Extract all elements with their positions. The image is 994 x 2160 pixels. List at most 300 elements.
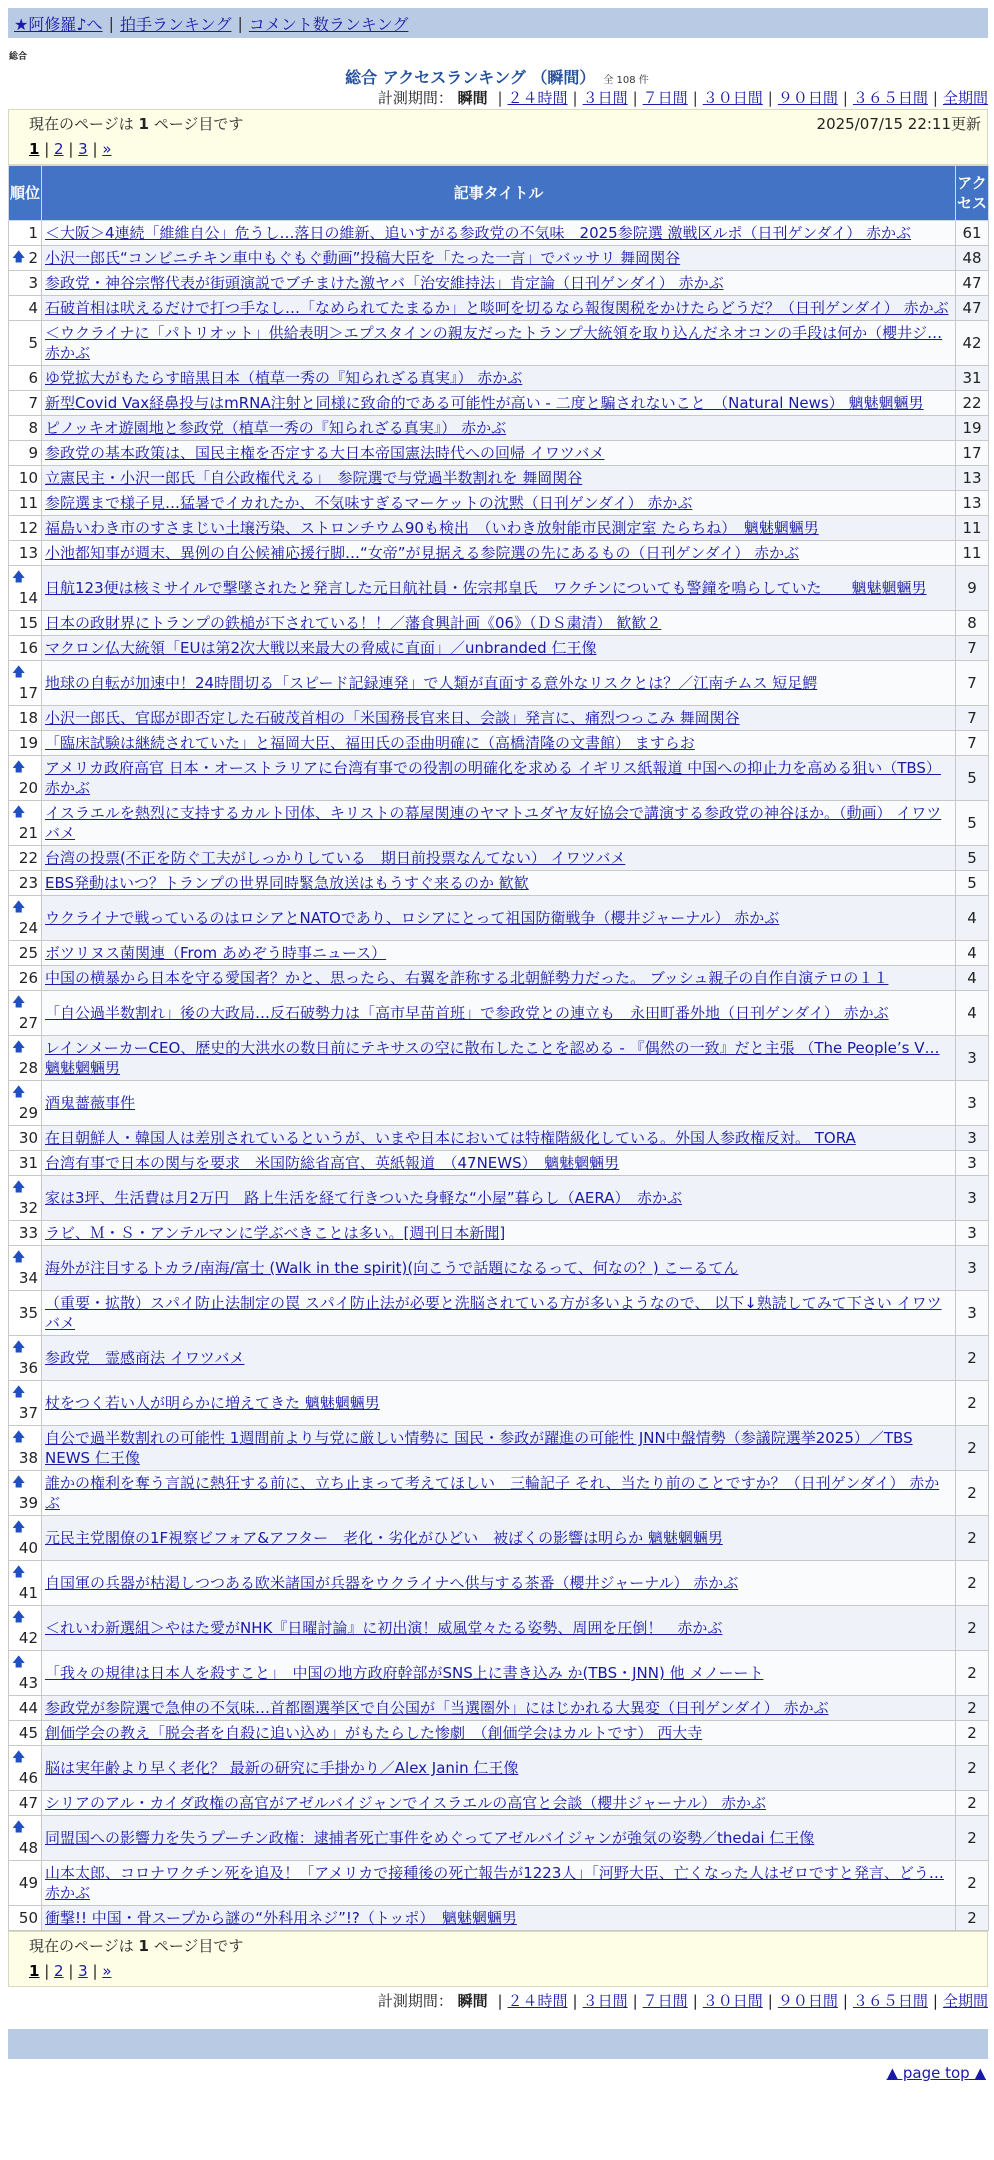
table-row	[9, 441, 989, 466]
article-link[interactable]: 新型Covid Vax経鼻投与はmRNA注射と同様に致命的である可能性が高い - 二度と騙されないこと （Natural News） 魑魅魍魎男	[45, 394, 924, 412]
title-cell	[42, 1081, 956, 1126]
article-link[interactable]: 参政党・神谷宗幣代表が街頭演説でブチまけた激ヤバ「治安維持法」肯定論（日刊ゲンダイ） 赤かぶ	[45, 274, 724, 292]
table-row	[9, 1471, 989, 1516]
title-cell	[42, 706, 956, 731]
rank-up-arrow-icon: 🡅	[12, 1250, 26, 1265]
rank-number: 20	[18, 779, 38, 797]
table-row	[9, 1336, 989, 1381]
table-row	[9, 391, 989, 416]
rank-cell	[9, 1721, 42, 1746]
rank-number: 28	[18, 1059, 38, 1077]
title-cell	[42, 801, 956, 846]
page-link[interactable]: 3	[78, 140, 88, 158]
access-count: 47	[956, 296, 989, 321]
rank-up-arrow-icon: 🡅	[12, 995, 26, 1010]
page-top-link[interactable]: ▲ page top ▲	[886, 2064, 986, 2082]
rank-up-arrow-icon: 🡅	[12, 1085, 26, 1100]
title-cell	[42, 1721, 956, 1746]
rank-number: 35	[18, 1304, 38, 1322]
article-link[interactable]: 参政党が参院選で急伸の不気味…首都圏選挙区で自公国が「当選圏外」にはじかれる大異変（日刊ゲンダイ） 赤かぶ	[45, 1699, 829, 1717]
rank-number: 17	[18, 684, 38, 702]
header-title: 記事タイトル	[42, 166, 956, 221]
rank-up-arrow-icon: 🡅	[12, 900, 26, 915]
access-count: 2	[956, 1791, 989, 1816]
access-count: 48	[956, 246, 989, 271]
rank-up-arrow-icon: 🡅	[12, 1040, 26, 1055]
rank-up-arrow-icon: 🡅	[12, 1610, 26, 1625]
rank-up-arrow-icon: 🡅	[12, 1520, 26, 1535]
title-cell	[42, 1906, 956, 1931]
access-count: 4	[956, 966, 989, 991]
table-row	[9, 1081, 989, 1126]
title-cell	[42, 661, 956, 706]
access-count: 13	[956, 466, 989, 491]
table-row	[9, 801, 989, 846]
period-link[interactable]: ３６５日間	[852, 1992, 928, 2010]
article-link[interactable]: 在日朝鮮人・韓国人は差別されているというが、いまや日本においては特権階級化している。外国人参政権反対。 TORA	[45, 1129, 856, 1147]
rank-number: 3	[28, 274, 38, 292]
article-link[interactable]: ラビ、Ｍ・Ｓ・アンテルマンに学ぶべきことは多い。[週刊日本新聞]	[45, 1224, 506, 1242]
header-rank: 順位	[9, 166, 42, 221]
rank-number: 29	[18, 1104, 38, 1122]
rank-cell	[9, 441, 42, 466]
access-count: 3	[956, 1081, 989, 1126]
rank-cell	[9, 1151, 42, 1176]
period-link[interactable]: ２４時間	[507, 1992, 568, 2010]
title-cell	[42, 1126, 956, 1151]
article-link[interactable]: 誰かの権利を奪う言説に熱狂する前に、立ち止まって考えてほしい 三輪記子 それ、当たり前のことですか？（日刊ゲンダイ） 赤かぶ	[45, 1474, 940, 1512]
access-count: 4	[956, 941, 989, 966]
article-link[interactable]: マクロン仏大統領「EUは第2次大戦以来最大の脅威に直面」／unbranded 仁王像	[45, 639, 597, 657]
table-row	[9, 1561, 989, 1606]
title-cell	[42, 516, 956, 541]
table-row	[9, 661, 989, 706]
access-count: 2	[956, 1696, 989, 1721]
rank-number: 5	[28, 334, 38, 352]
total-count: 全 108 件	[603, 75, 649, 86]
period-link[interactable]: ３６５日間	[852, 89, 928, 107]
table-row	[9, 1746, 989, 1791]
rank-cell	[9, 636, 42, 661]
rank-cell	[9, 1561, 42, 1606]
access-count: 7	[956, 661, 989, 706]
access-count: 3	[956, 1246, 989, 1291]
rank-cell	[9, 1516, 42, 1561]
period-link[interactable]: ９０日間	[777, 89, 838, 107]
article-link[interactable]: ボツリヌス菌関連（From あめぞう時事ニュース）	[45, 944, 387, 962]
current-page-text-bottom: 現在のページは 1 ページ目です	[29, 1937, 244, 1955]
article-link[interactable]: ＜れいわ新選組＞やはた愛がNHK『日曜討論』に初出演！威風堂々たる姿勢、周囲を圧倒！ 赤かぶ	[45, 1619, 723, 1637]
article-link[interactable]: 自国軍の兵器が枯渇しつつある欧米諸国が兵器をウクライナへ供与する茶番（櫻井ジャーナル） 赤かぶ	[45, 1574, 739, 1592]
article-link[interactable]: 参政党の基本政策は、国民主権を否定する大日本帝国憲法時代への回帰 イワツバメ	[45, 444, 605, 462]
updated-timestamp: 2025/07/15 22:11更新	[816, 115, 981, 133]
table-row	[9, 516, 989, 541]
rank-number: 31	[18, 1154, 38, 1172]
access-count: 2	[956, 1651, 989, 1696]
access-count: 2	[956, 1906, 989, 1931]
rank-cell	[9, 1176, 42, 1221]
access-count: 47	[956, 271, 989, 296]
article-link[interactable]: 創価学会の教え「脱会者を自殺に追い込め」がもたらした惨劇 （創価学会はカルトです） 西大寺	[45, 1724, 703, 1742]
article-link[interactable]: 日航123便は核ミサイルで撃墜されたと発言した元日航社員・佐宗邦皇氏 ワクチンについても警鐘を鳴らしていた 魑魅魍魎男	[45, 579, 927, 597]
article-link[interactable]: 自公で過半数割れの可能性 1週間前より与党に厳しい情勢に 国民・参政が躍進の可能性 JNN中盤情勢（参議院選挙2025）／TBS NEWS 仁王像	[45, 1429, 913, 1467]
access-count: 22	[956, 391, 989, 416]
table-row	[9, 491, 989, 516]
rank-number: 22	[18, 849, 38, 867]
access-count: 61	[956, 221, 989, 246]
rank-up-arrow-icon: 🡅	[12, 760, 26, 775]
rank-up-arrow-icon: 🡅	[12, 250, 26, 265]
article-link[interactable]: 脳は実年齢より早く老化？ 最新の研究に手掛かり／Alex Janin 仁王像	[45, 1759, 519, 1777]
title-cell	[42, 391, 956, 416]
rank-cell	[9, 1381, 42, 1426]
rank-number: 6	[28, 369, 38, 387]
article-link[interactable]: 元民主党閣僚の1F視察ビフォア&アフター 老化・劣化がひどい 被ばくの影響は明らか 魑魅魍魎男	[45, 1529, 723, 1547]
rank-cell	[9, 1696, 42, 1721]
title-cell	[42, 846, 956, 871]
rank-up-arrow-icon: 🡅	[12, 805, 26, 820]
title-cell	[42, 221, 956, 246]
rank-cell	[9, 491, 42, 516]
period-label: 計測期間：	[377, 1992, 453, 2010]
article-link[interactable]: 海外が注目するトカラ/南海/富士 (Walk in the spirit)(向こうで話題になるって、何なの？) こーるてん	[45, 1259, 739, 1277]
article-link[interactable]: レインメーカーCEO、歴史的大洪水の数日前にテキサスの空に散布したことを認める - 『偶然の一致』だと主張 （The People’s V… 魑魅魍魎男	[45, 1039, 940, 1077]
period-separator: |	[767, 1992, 773, 2010]
rank-number: 13	[18, 544, 38, 562]
article-link[interactable]: 参政党 霊感商法 イワツバメ	[45, 1349, 245, 1367]
article-link[interactable]: 中国の横暴から日本を守る愛国者？かと、思ったら、右翼を詐称する北朝鮮勢力だった。 ブッシュ親子の自作自演テロの１１	[45, 969, 889, 987]
table-row	[9, 321, 989, 366]
rank-up-arrow-icon: 🡅	[12, 1180, 26, 1195]
table-row	[9, 871, 989, 896]
table-row	[9, 731, 989, 756]
rank-number: 10	[18, 469, 38, 487]
access-count: 7	[956, 636, 989, 661]
rank-number: 23	[18, 874, 38, 892]
period-separator: |	[497, 1992, 503, 2010]
table-row	[9, 466, 989, 491]
article-link[interactable]: 小沢一郎氏、官邸が即否定した石破茂首相の「米国務長官来日、会談」発言に、痛烈つっこみ 舞岡関谷	[45, 709, 740, 727]
article-link[interactable]: 台湾の投票(不正を防ぐ工夫がしっかりしている 期日前投票なんてない） イワツバメ	[45, 849, 626, 867]
rank-number: 19	[18, 734, 38, 752]
title-cell	[42, 1426, 956, 1471]
rank-number: 46	[18, 1769, 38, 1787]
access-count: 2	[956, 1471, 989, 1516]
title-cell	[42, 1696, 956, 1721]
article-link[interactable]: ゆ党拡大がもたらす暗黒日本（植草一秀の『知られざる真実』） 赤かぶ	[45, 369, 523, 387]
rank-number: 14	[18, 589, 38, 607]
rank-number: 24	[18, 919, 38, 937]
rank-up-arrow-icon: 🡅	[12, 1475, 26, 1490]
period-link[interactable]: 全期間	[942, 89, 988, 107]
title-cell	[42, 1381, 956, 1426]
title-cell	[42, 871, 956, 896]
rank-up-arrow-icon: 🡅	[12, 1385, 26, 1400]
period-separator: |	[632, 89, 638, 107]
rank-number: 50	[18, 1909, 38, 1927]
period-separator: |	[692, 89, 698, 107]
table-row	[9, 271, 989, 296]
page-next-link[interactable]: »	[102, 140, 112, 158]
current-page-text: 現在のページは 1 ページ目です	[29, 115, 244, 133]
rank-cell	[9, 1426, 42, 1471]
rank-number: 1	[28, 224, 38, 242]
bottom-bar	[8, 2029, 988, 2059]
article-link[interactable]: アメリカ政府高官 日本・オーストラリアに台湾有事での役割の明確化を求める イギリス紙報道 中国への抑止力を高める狙い（TBS） 赤かぶ	[45, 759, 941, 797]
page-info-bar-bottom	[8, 1931, 988, 1987]
period-link[interactable]: ２４時間	[507, 89, 568, 107]
article-link[interactable]: ウクライナで戦っているのはロシアとNATOであり、ロシアにとって祖国防衛戦争（櫻井ジャーナル） 赤かぶ	[45, 909, 780, 927]
section-label: 総合	[9, 52, 28, 62]
article-link[interactable]: 参院選まで様子見…猛暑でイカれたか、不気味すぎるマーケットの沈黙（日刊ゲンダイ） 赤かぶ	[45, 494, 693, 512]
article-link[interactable]: 家は3坪、生活費は月2万円 路上生活を経て行きついた身軽な“小屋”暮らし（AERA） 赤かぶ	[45, 1189, 682, 1207]
article-link[interactable]: 福島いわき市のすさまじい土壌汚染、ストロンチウム90も検出 （いわき放射能市民測定室 たらちね） 魑魅魍魎男	[45, 519, 819, 537]
access-count: 7	[956, 706, 989, 731]
title-cell	[42, 321, 956, 366]
table-row	[9, 846, 989, 871]
nav-separator: |	[108, 13, 114, 33]
rank-cell	[9, 566, 42, 611]
period-separator: |	[932, 89, 938, 107]
ranking-table	[8, 165, 989, 1931]
page-next-link[interactable]: »	[102, 1962, 112, 1980]
page-title: 総合 アクセスランキング （瞬間）	[345, 68, 596, 87]
title-cell	[42, 1561, 956, 1606]
period-link[interactable]: ３０日間	[702, 89, 763, 107]
rank-number: 45	[18, 1724, 38, 1742]
article-link[interactable]: （重要・拡散）スパイ防止法制定の罠 スパイ防止法が必要と洗脳されている方が多いようなので、 以下↓熟読してみて下さい イワツバメ	[45, 1294, 942, 1332]
nav-link-asyura[interactable]: ★阿修羅♪へ	[14, 14, 103, 34]
title-cell	[42, 1861, 956, 1906]
article-link[interactable]: 「自公過半数割れ」後の大政局…反石破勢力は「高市早苗首班」で参政党との連立も 永田町番外地（日刊ゲンダイ） 赤かぶ	[45, 1004, 889, 1022]
title-cell	[42, 896, 956, 941]
table-row	[9, 611, 989, 636]
table-row	[9, 1696, 989, 1721]
article-link[interactable]: 「臨床試験は継続されていた」と福岡大臣、福田氏の歪曲明確に（高橋清隆の文書館） ますらお	[45, 734, 695, 752]
article-link[interactable]: 酒鬼薔薇事件	[45, 1094, 136, 1112]
rank-cell	[9, 1606, 42, 1651]
article-link[interactable]: 地球の自転が加速中！24時間切る「スピード記録連発」で人類が直面する意外なリスクとは？／江南チムス 短足鰐	[45, 674, 818, 692]
period-separator: |	[692, 1992, 698, 2010]
rank-number: 12	[18, 519, 38, 537]
period-separator: |	[932, 1992, 938, 2010]
access-count: 5	[956, 756, 989, 801]
rank-number: 18	[18, 709, 38, 727]
title-cell	[42, 1606, 956, 1651]
page-current: 1	[29, 1962, 40, 1980]
rank-cell	[9, 941, 42, 966]
rank-number: 15	[18, 614, 38, 632]
period-separator: |	[632, 1992, 638, 2010]
rank-number: 49	[18, 1874, 38, 1892]
rank-number: 30	[18, 1129, 38, 1147]
nav-separator: |	[237, 13, 243, 33]
title-cell	[42, 441, 956, 466]
rank-cell	[9, 271, 42, 296]
period-link[interactable]: ３日間	[582, 1992, 628, 2010]
access-count: 2	[956, 1746, 989, 1791]
nav-link-applause-ranking[interactable]: 拍手ランキング	[119, 14, 232, 34]
title-cell	[42, 1221, 956, 1246]
page-current: 1	[29, 140, 40, 158]
rank-number: 7	[28, 394, 38, 412]
period-separator: |	[572, 89, 578, 107]
period-link[interactable]: ７日間	[642, 89, 688, 107]
rank-number: 47	[18, 1794, 38, 1812]
pagination: 1 | 2 | 3 | »	[29, 140, 112, 158]
rank-cell	[9, 296, 42, 321]
rank-number: 27	[18, 1014, 38, 1032]
page-title-row	[0, 65, 994, 87]
access-count: 31	[956, 366, 989, 391]
table-row	[9, 896, 989, 941]
article-link[interactable]: シリアのアル・カイダ政権の高官がアゼルバイジャンでイスラエルの高官と会談（櫻井ジャーナル） 赤かぶ	[45, 1794, 767, 1812]
rank-number: 4	[28, 299, 38, 317]
article-link[interactable]: 日本の政財界にトランプの鉄槌が下されている！！／藩食興計画《06》（ＤＳ粛清） 歓歓２	[45, 614, 662, 632]
period-separator: |	[842, 89, 848, 107]
rank-number: 26	[18, 969, 38, 987]
rank-number: 38	[18, 1449, 38, 1467]
access-count: 11	[956, 541, 989, 566]
rank-cell	[9, 1126, 42, 1151]
period-link[interactable]: 全期間	[942, 1992, 988, 2010]
table-row	[9, 706, 989, 731]
table-row	[9, 1426, 989, 1471]
rank-number: 41	[18, 1584, 38, 1602]
rank-cell	[9, 1746, 42, 1791]
period-link[interactable]: ３０日間	[702, 1992, 763, 2010]
table-row	[9, 756, 989, 801]
rank-cell	[9, 366, 42, 391]
table-row	[9, 1381, 989, 1426]
title-cell	[42, 636, 956, 661]
table-row	[9, 1151, 989, 1176]
article-link[interactable]: ＜大阪＞4連続「維維自公」危うし…落日の維新、追いすがる参政党の不気味 2025参院選 激戦区ルポ（日刊ゲンダイ） 赤かぶ	[45, 224, 912, 242]
table-row	[9, 366, 989, 391]
pagination-bottom: 1 | 2 | 3 | »	[29, 1962, 112, 1980]
access-count: 2	[956, 1561, 989, 1606]
rank-cell	[9, 966, 42, 991]
title-cell	[42, 1176, 956, 1221]
title-cell	[42, 611, 956, 636]
rank-cell	[9, 246, 42, 271]
article-link[interactable]: 山本太郎、コロナワクチン死を追及！「アメリカで接種後の死亡報告が1223人」「河野大臣、亡くなった人はゼロですと発言、どう… 赤かぶ	[45, 1864, 944, 1902]
rank-up-arrow-icon: 🡅	[12, 665, 26, 680]
access-count: 19	[956, 416, 989, 441]
title-cell	[42, 366, 956, 391]
period-link[interactable]: ９０日間	[777, 1992, 838, 2010]
access-count: 2	[956, 1861, 989, 1906]
page-link[interactable]: 3	[78, 1962, 88, 1980]
access-count: 5	[956, 846, 989, 871]
article-link[interactable]: 石破首相は吠えるだけで打つ手なし…「なめられてたまるか」と啖呵を切るなら報復関税をかけたらどうだ？（日刊ゲンダイ） 赤かぶ	[45, 299, 949, 317]
rank-cell	[9, 1246, 42, 1291]
title-cell	[42, 1651, 956, 1696]
rank-number: 21	[18, 824, 38, 842]
access-count: 7	[956, 731, 989, 756]
rank-cell	[9, 1791, 42, 1816]
article-link[interactable]: EBS発動はいつ？トランプの世界同時緊急放送はもうすぐ来るのか 歓歓	[45, 874, 529, 892]
access-count: 4	[956, 896, 989, 941]
title-cell	[42, 1791, 956, 1816]
access-count: 2	[956, 1381, 989, 1426]
rank-cell	[9, 991, 42, 1036]
rank-cell	[9, 1906, 42, 1931]
table-row	[9, 1791, 989, 1816]
header-access: アクセス	[956, 166, 989, 221]
table-row	[9, 1906, 989, 1931]
rank-cell	[9, 1816, 42, 1861]
rank-cell	[9, 611, 42, 636]
rank-cell	[9, 1651, 42, 1696]
article-link[interactable]: ＜ウクライナに「パトリオット」供給表明＞エプスタインの親友だったトランプ大統領を取り込んだネオコンの手段は何か（櫻井ジ… 赤かぶ	[45, 324, 943, 362]
rank-cell	[9, 321, 42, 366]
article-link[interactable]: 立憲民主・小沢一郎氏「自公政権代える」 参院選で与党過半数割れを 舞岡関谷	[45, 469, 583, 487]
article-link[interactable]: ピノッキオ遊園地と参政党（植草一秀の『知られざる真実』） 赤かぶ	[45, 419, 507, 437]
rank-number: 8	[28, 419, 38, 437]
table-row	[9, 1126, 989, 1151]
access-count: 3	[956, 1291, 989, 1336]
page-link[interactable]: 2	[54, 1962, 64, 1980]
access-count: 2	[956, 1816, 989, 1861]
rank-up-arrow-icon: 🡅	[12, 1655, 26, 1670]
period-link[interactable]: ７日間	[642, 1992, 688, 2010]
access-count: 3	[956, 1151, 989, 1176]
rank-cell	[9, 1471, 42, 1516]
access-count: 42	[956, 321, 989, 366]
nav-link-comment-ranking[interactable]: コメント数ランキング	[248, 14, 409, 34]
period-current: 瞬間	[457, 89, 488, 107]
rank-up-arrow-icon: 🡅	[12, 1565, 26, 1580]
rank-cell	[9, 1036, 42, 1081]
title-cell	[42, 416, 956, 441]
article-link[interactable]: 小沢一郎氏“コンビニチキン車中もぐもぐ動画”投稿大臣を「たった一言」でバッサリ 舞岡関谷	[45, 249, 681, 267]
article-link[interactable]: 「我々の規律は日本人を殺すこと」 中国の地方政府幹部がSNS上に書き込み か(TBS・JNN) 他 メノーート	[45, 1664, 764, 1682]
article-link[interactable]: 同盟国への影響力を失うプーチン政権：逮捕者死亡事件をめぐってアゼルバイジャンが強気の姿勢／thedai 仁王像	[45, 1829, 815, 1847]
rank-number: 33	[18, 1224, 38, 1242]
top-nav-bar	[8, 8, 988, 38]
table-row	[9, 1516, 989, 1561]
period-separator: |	[497, 89, 503, 107]
title-cell	[42, 1151, 956, 1176]
access-count: 5	[956, 801, 989, 846]
article-link[interactable]: 杖をつく若い人が明らかに増えてきた 魑魅魍魎男	[45, 1394, 380, 1412]
rank-up-arrow-icon: 🡅	[12, 1430, 26, 1445]
period-links	[492, 89, 988, 107]
rank-number: 36	[18, 1359, 38, 1377]
title-cell	[42, 756, 956, 801]
article-link[interactable]: イスラエルを熱烈に支持するカルト団体、キリストの幕屋関連のヤマトユダヤ友好協会で講演する参政党の神谷ほか。（動画） イワツバメ	[45, 804, 942, 842]
title-cell	[42, 466, 956, 491]
article-link[interactable]: 台湾有事で日本の関与を要求 米国防総省高官、英紙報道 （47NEWS） 魑魅魍魎男	[45, 1154, 620, 1172]
table-row	[9, 1291, 989, 1336]
rank-cell	[9, 1336, 42, 1381]
title-cell	[42, 1816, 956, 1861]
table-row	[9, 246, 989, 271]
period-links	[492, 1992, 988, 2010]
access-count: 3	[956, 1176, 989, 1221]
title-cell	[42, 966, 956, 991]
article-link[interactable]: 小池都知事が週末、異例の自公候補応援行脚…“女帝”が見据える参院選の先にあるもの（日刊ゲンダイ） 赤かぶ	[45, 544, 800, 562]
title-cell	[42, 1336, 956, 1381]
page-link[interactable]: 2	[54, 140, 64, 158]
period-link[interactable]: ３日間	[582, 89, 628, 107]
rank-number: 2	[28, 249, 38, 267]
article-link[interactable]: 衝撃!! 中国・骨スープから謎の“外科用ネジ”!?（トッポ） 魑魅魍魎男	[45, 1909, 517, 1927]
table-row	[9, 221, 989, 246]
rank-cell	[9, 1081, 42, 1126]
rank-cell	[9, 801, 42, 846]
